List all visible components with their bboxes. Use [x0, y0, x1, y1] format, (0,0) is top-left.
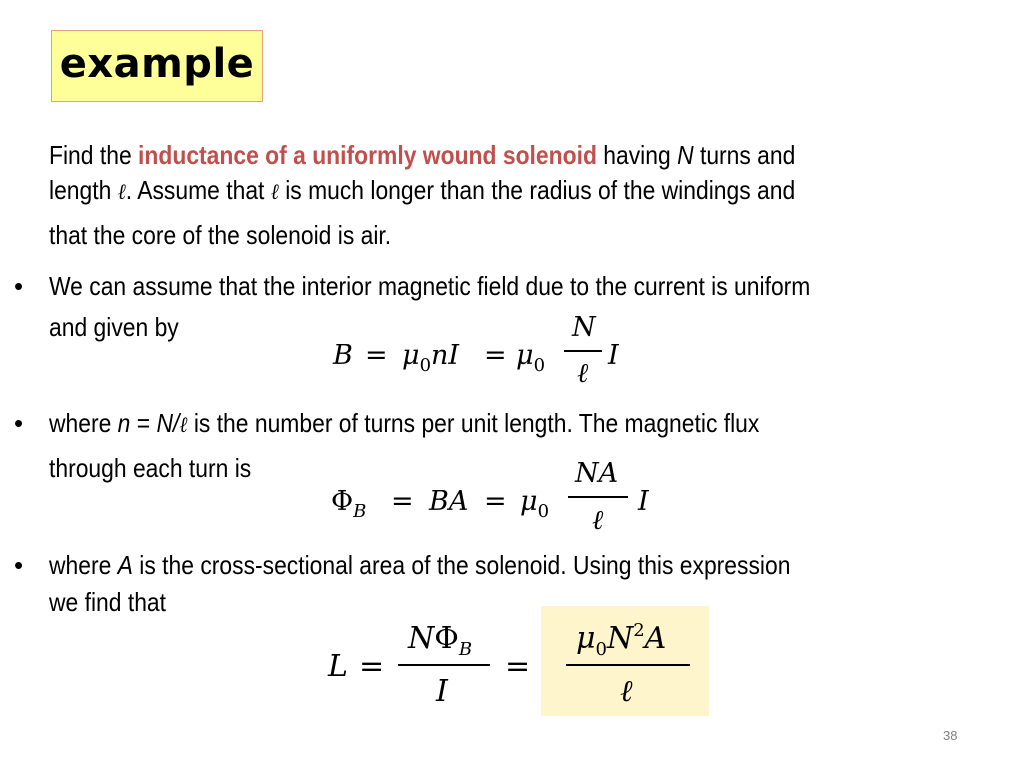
slide-title-box	[51, 30, 263, 102]
fraction-bar	[398, 664, 490, 666]
bullet-1-text: We can assume that the interior magnetic field due to the current is uniform and given by	[49, 271, 811, 342]
fraction-bar	[568, 496, 628, 498]
bullet-3-text: where A is the cross-sectional area of the solenoid. Using this expression we find that	[49, 550, 791, 617]
intro-line-3: that the core of the solenoid is air.	[49, 220, 392, 250]
ell-symbol: ℓ	[179, 413, 188, 438]
ell-symbol: ℓ	[270, 180, 279, 205]
fraction-bar	[564, 350, 602, 352]
page-number: 38	[943, 728, 958, 743]
intro-paragraph	[49, 135, 881, 256]
bullet-marker: •	[14, 408, 24, 438]
intro-line-1: Find the inductance of a uniformly wound solenoid having N turns and	[49, 140, 796, 170]
fraction-bar	[566, 664, 690, 666]
intro-line-2: length ℓ. Assume that ℓ is much longer than the radius of the windings and	[49, 175, 796, 205]
bullet-marker: •	[14, 550, 24, 580]
slide-title: example	[59, 41, 255, 87]
bullet-2-text: where n = N/ℓ is the number of turns per unit length. The magnetic flux through each turn is	[49, 408, 760, 483]
bullet-marker: •	[14, 271, 24, 301]
highlighted-phrase: inductance of a uniformly wound solenoid	[138, 140, 597, 170]
ell-symbol: ℓ	[117, 180, 126, 205]
